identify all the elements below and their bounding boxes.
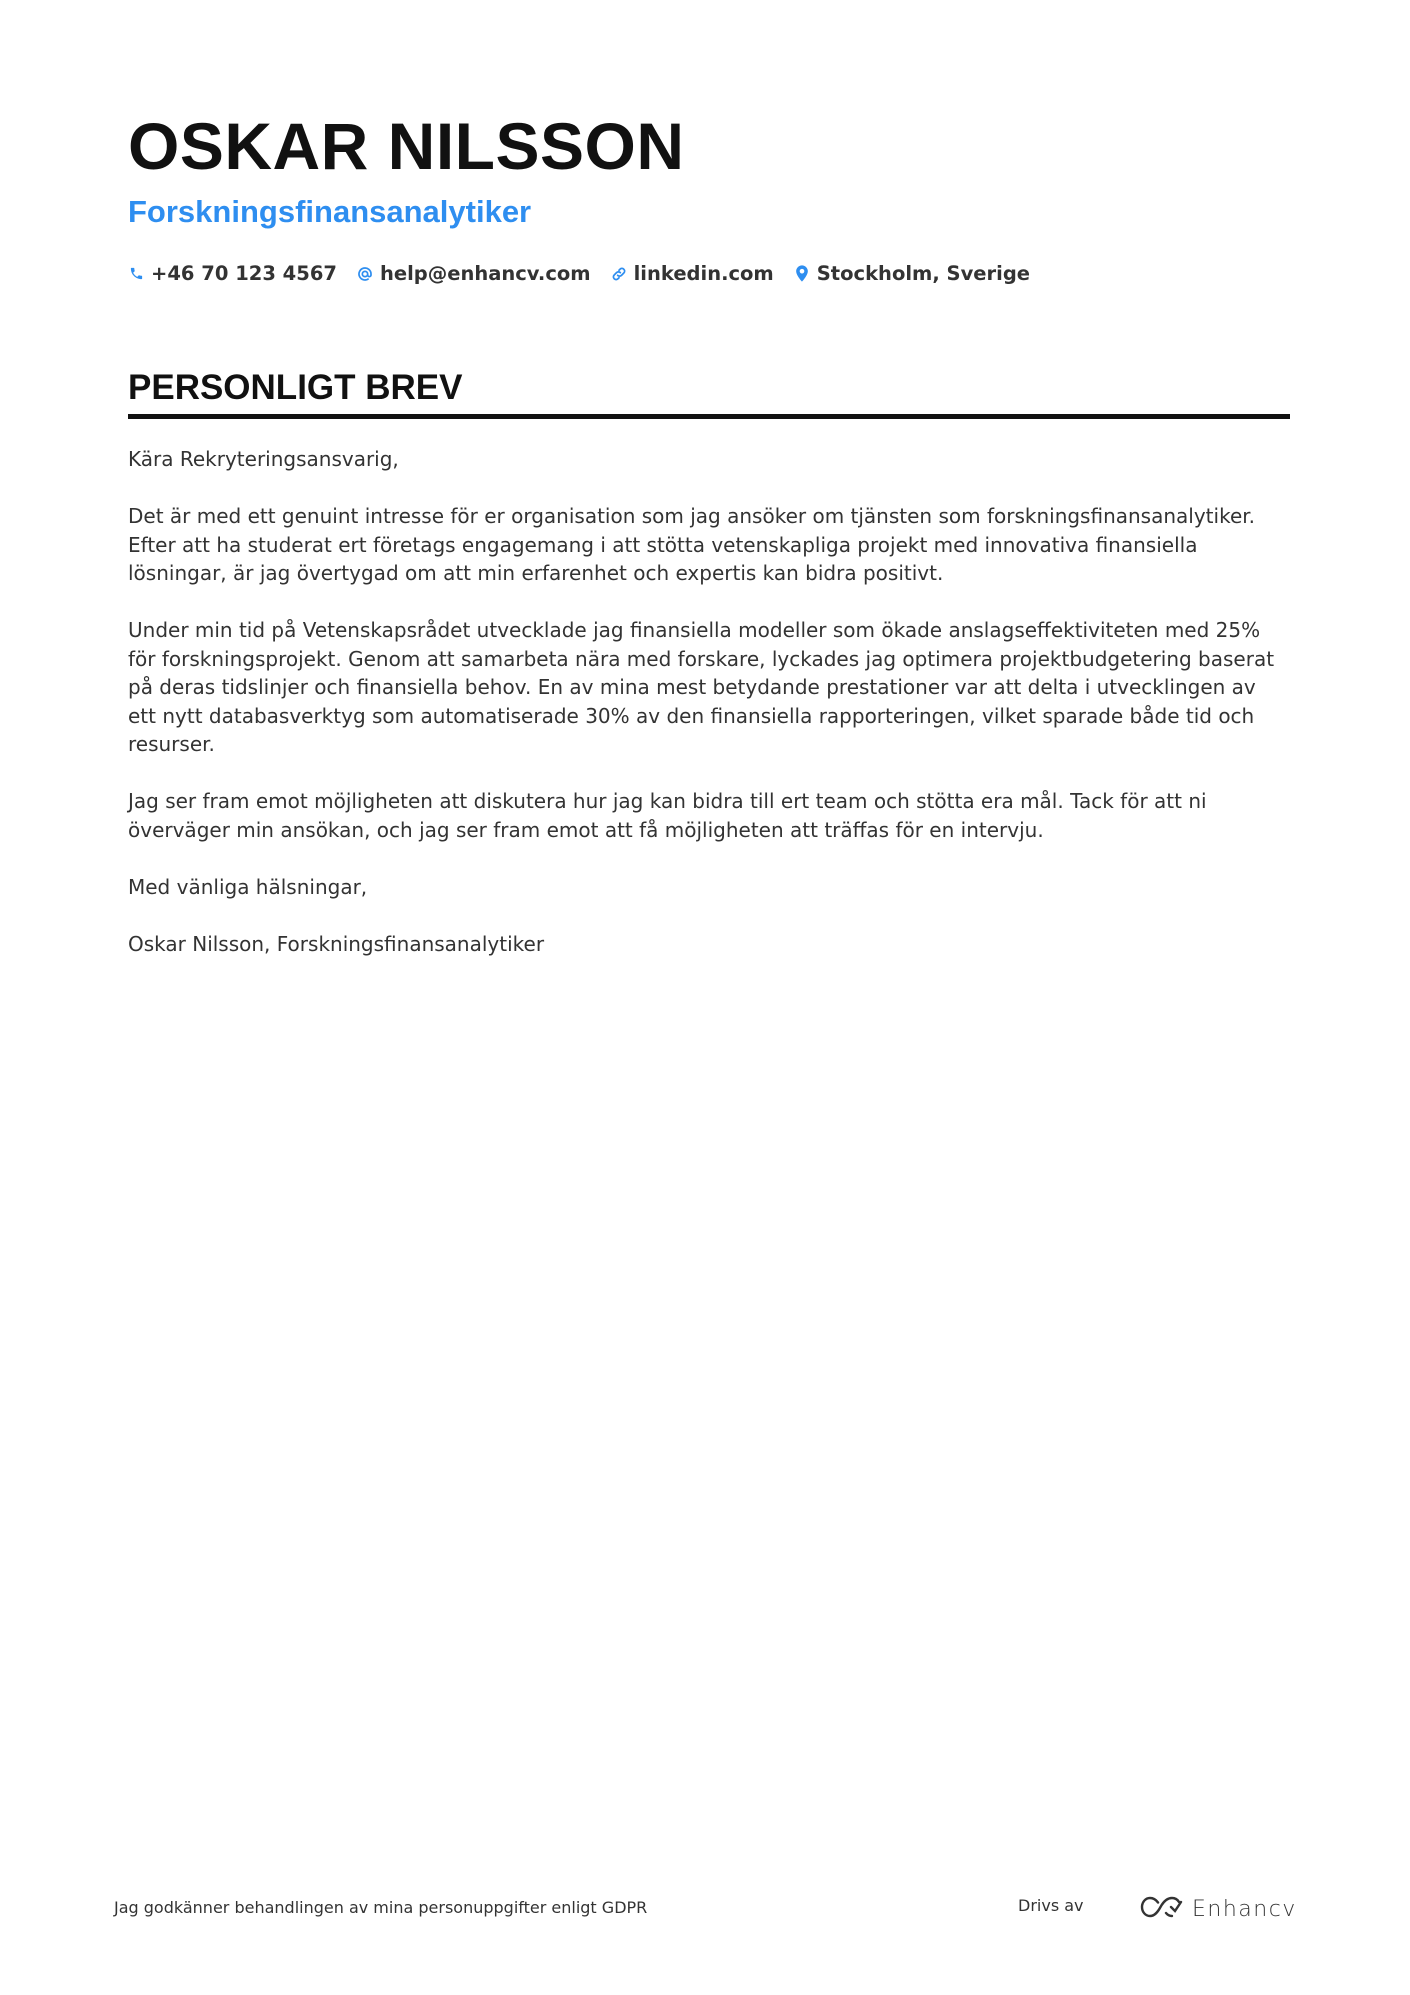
section-divider <box>128 414 1290 419</box>
letter-greeting: Kära Rekryteringsansvarig, <box>128 447 399 471</box>
powered-by-text: Drivs av <box>1018 1896 1084 1915</box>
contact-phone <box>128 262 337 285</box>
section-heading: PERSONLIGT BREV <box>128 368 463 407</box>
cover-letter-section <box>128 366 1290 987</box>
job-title: Forskningsfinansanalytiker <box>128 194 532 229</box>
letter-paragraph-1: Det är med ett genuint intresse för er organisation som jag ansöker om tjänsten som forskningsfinansanalytiker. Efter att ha studerat ert företags engagemang i att stötta vetenskapliga projekt med innovativa finansiella lösningar, är jag övertygad om att min erfarenhet och expertis kan bidra positivt. <box>128 504 1256 585</box>
contact-linkedin <box>611 262 774 285</box>
letter-closing: Med vänliga hälsningar, <box>128 874 368 899</box>
letter-paragraph-2: Under min tid på Vetenskapsrådet utvecklade jag finansiella modeller som ökade anslagseffektiviteten med 25% för forskningsprojekt. Genom att samarbeta nära med forskare, lyckades jag optimera projektbudgetering baserat på deras tidslinjer och finansiella behov. En av mina mest betydande prestationer var att delta i utvecklingen av ett nytt databasverktyg som automatiserade 30% av den finansiella rapporteringen, vilket sparade både tid och resurser. <box>128 618 1275 756</box>
phone-text: +46 70 123 4567 <box>151 262 337 285</box>
letter-signature: Oskar Nilsson, Forskningsfinansanalytiker <box>128 931 545 956</box>
contact-location <box>794 262 1030 285</box>
brand-name: Enhancv <box>1192 1896 1297 1922</box>
link-icon <box>611 265 627 283</box>
letter-body <box>128 445 1290 958</box>
enhancv-logo-icon <box>1138 1894 1184 1924</box>
footer <box>114 1894 1297 1926</box>
header <box>128 108 1288 285</box>
gdpr-consent-text: Jag godkänner behandlingen av mina personuppgifter enligt GDPR <box>114 1898 648 1917</box>
contact-email <box>357 262 591 285</box>
phone-icon <box>128 265 144 283</box>
at-icon <box>357 265 373 283</box>
location-pin-icon <box>794 265 810 283</box>
letter-paragraph-3: Jag ser fram emot möjligheten att diskutera hur jag kan bidra till ert team och stötta era mål. Tack för att ni överväger min ansökan, och jag ser fram emot att få möjligheten att träffas för en intervju. <box>128 789 1207 842</box>
candidate-name: OSKAR NILSSON <box>128 109 685 183</box>
enhancv-brand-link[interactable] <box>1138 1894 1297 1924</box>
linkedin-text: linkedin.com <box>633 262 774 285</box>
location-text: Stockholm, Sverige <box>816 262 1030 285</box>
email-text: help@enhancv.com <box>379 262 591 285</box>
contact-row <box>128 262 1288 285</box>
